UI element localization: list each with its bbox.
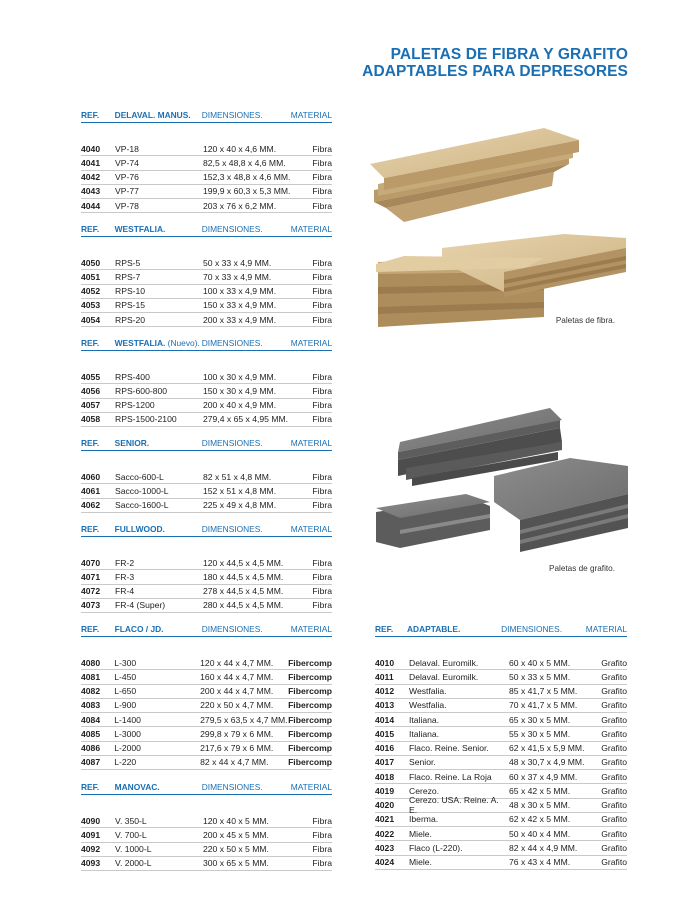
row-model: Delaval. Euromilk. bbox=[409, 657, 479, 668]
row-dimensions: 199,9 x 60,3 x 5,3 MM. bbox=[203, 186, 291, 197]
header-ref: REF. bbox=[81, 438, 100, 448]
row-model: RPS-1500-2100 bbox=[115, 414, 177, 425]
row-model: RPS-1200 bbox=[115, 400, 155, 411]
product-table bbox=[81, 222, 332, 327]
row-model: FR-4 (Super) bbox=[115, 600, 166, 611]
row-model: L-1400 bbox=[114, 714, 141, 725]
title-line-1: PALETAS DE FIBRA Y GRAFITO bbox=[390, 46, 628, 63]
row-model: VP-74 bbox=[115, 157, 139, 168]
row-ref: 4013 bbox=[375, 700, 395, 711]
row-ref: 4040 bbox=[81, 143, 101, 154]
table-row bbox=[81, 171, 332, 185]
product-table bbox=[81, 108, 332, 213]
table-row bbox=[375, 841, 627, 855]
row-model: VP-77 bbox=[115, 186, 139, 197]
header-brand: ADAPTABLE. bbox=[406, 624, 461, 634]
row-dimensions: 76 x 43 x 4 MM. bbox=[509, 857, 571, 868]
row-ref: 4055 bbox=[81, 371, 101, 382]
row-dimensions: 220 x 50 x 4,7 MM. bbox=[200, 700, 274, 711]
row-ref: 4014 bbox=[375, 714, 395, 725]
row-dimensions: 65 x 30 x 5 MM. bbox=[509, 714, 571, 725]
row-ref: 4051 bbox=[81, 271, 101, 282]
row-model: V. 2000-L bbox=[115, 858, 152, 869]
table-row bbox=[375, 656, 627, 670]
row-material: Fibra bbox=[312, 314, 332, 325]
header-brand: SENIOR. bbox=[114, 438, 150, 448]
row-model: Delaval. Euromilk. bbox=[409, 671, 479, 682]
row-model: L-450 bbox=[114, 671, 137, 682]
row-ref: 4057 bbox=[81, 400, 101, 411]
row-dimensions: 82,5 x 48,8 x 4,6 MM. bbox=[203, 157, 286, 168]
row-material: Fibercomp bbox=[288, 671, 332, 682]
header-brand: FLACO / JD. bbox=[114, 624, 164, 634]
row-model: Cerezo. USA. Reine. A. E. bbox=[409, 795, 499, 816]
table-row bbox=[81, 699, 332, 713]
row-material: Fibra bbox=[312, 400, 332, 411]
row-ref: 4023 bbox=[375, 842, 395, 853]
row-model: RPS-400 bbox=[115, 371, 150, 382]
row-model: Cerezo. bbox=[409, 785, 440, 796]
table-row bbox=[81, 199, 332, 213]
table-row bbox=[81, 142, 332, 156]
table-header bbox=[375, 622, 627, 637]
header-ref: REF. bbox=[81, 224, 100, 234]
row-ref: 4042 bbox=[81, 172, 101, 183]
row-ref: 4011 bbox=[375, 671, 394, 682]
header-brand: WESTFALIA. bbox=[114, 224, 166, 234]
row-dimensions: 120 x 44,5 x 4,5 MM. bbox=[203, 557, 284, 568]
table-header bbox=[81, 436, 332, 451]
row-dimensions: 180 x 44,5 x 4,5 MM. bbox=[203, 571, 284, 582]
row-model: Italiana. bbox=[409, 728, 440, 739]
table-row bbox=[375, 685, 627, 699]
row-dimensions: 200 x 33 x 4,9 MM. bbox=[203, 314, 277, 325]
row-model: VP-76 bbox=[115, 172, 139, 183]
row-dimensions: 203 x 76 x 6,2 MM. bbox=[203, 200, 277, 211]
fiber-stack-back bbox=[370, 128, 579, 222]
row-dimensions: 50 x 40 x 4 MM. bbox=[509, 828, 571, 839]
table-row bbox=[81, 570, 332, 584]
table-row bbox=[81, 585, 332, 599]
row-material: Fibra bbox=[312, 172, 332, 183]
row-model: Iberma. bbox=[409, 814, 439, 825]
header-brand: FULLWOOD. bbox=[114, 524, 165, 534]
row-dimensions: 65 x 42 x 5 MM. bbox=[509, 785, 571, 796]
row-dimensions: 120 x 40 x 4,6 MM. bbox=[203, 143, 277, 154]
row-model: RPS-20 bbox=[115, 314, 146, 325]
table-header bbox=[81, 108, 332, 123]
row-material: Grafito bbox=[601, 757, 627, 768]
header-ref: REF. bbox=[81, 782, 100, 792]
row-model: Miele. bbox=[409, 828, 432, 839]
row-ref: 4012 bbox=[375, 686, 395, 697]
header-brand bbox=[115, 338, 202, 348]
product-table bbox=[81, 336, 332, 427]
header-brand-suffix: (Nuevo). bbox=[165, 338, 200, 348]
row-material: Fibra bbox=[312, 414, 332, 425]
row-dimensions: 55 x 30 x 5 MM. bbox=[509, 728, 571, 739]
row-ref: 4092 bbox=[81, 844, 101, 855]
row-dimensions: 279,4 x 65 x 4,95 MM. bbox=[203, 414, 289, 425]
row-material: Grafito bbox=[601, 686, 627, 697]
row-model: L-300 bbox=[114, 657, 137, 668]
row-material: Fibra bbox=[312, 500, 332, 511]
row-material: Fibra bbox=[312, 257, 332, 268]
row-ref: 4087 bbox=[81, 757, 101, 768]
row-ref: 4018 bbox=[375, 771, 395, 782]
row-ref: 4072 bbox=[81, 586, 101, 597]
graphite-stack-left bbox=[376, 494, 490, 548]
row-dimensions: 60 x 37 x 4,9 MM. bbox=[509, 771, 578, 782]
row-dimensions: 62 x 42 x 5 MM. bbox=[509, 814, 571, 825]
table-row bbox=[375, 856, 627, 870]
header-dimensions: DIMENSIONES. bbox=[201, 338, 263, 348]
row-material: Fibra bbox=[312, 143, 332, 154]
header-material: MATERIAL bbox=[585, 624, 627, 634]
row-model: VP-18 bbox=[115, 143, 139, 154]
table-row bbox=[81, 713, 332, 727]
row-material: Grafito bbox=[601, 828, 627, 839]
row-ref: 4022 bbox=[375, 828, 395, 839]
row-model: Westfalia. bbox=[409, 686, 447, 697]
row-ref: 4041 bbox=[81, 157, 101, 168]
row-ref: 4080 bbox=[81, 657, 101, 668]
row-model: Sacco-1000-L bbox=[115, 485, 169, 496]
row-material: Grafito bbox=[601, 857, 627, 868]
table-row bbox=[81, 814, 332, 828]
row-material: Fibra bbox=[312, 485, 332, 496]
table-row bbox=[81, 484, 332, 498]
table-row bbox=[81, 470, 332, 484]
title-line-2: ADAPTABLES PARA DEPRESORES bbox=[362, 63, 628, 80]
table-header bbox=[81, 522, 332, 537]
row-ref: 4052 bbox=[81, 286, 101, 297]
row-dimensions: 225 x 49 x 4,8 MM. bbox=[203, 500, 277, 511]
row-material: Grafito bbox=[601, 714, 627, 725]
row-ref: 4071 bbox=[81, 571, 101, 582]
row-ref: 4017 bbox=[375, 757, 395, 768]
row-material: Fibercomp bbox=[288, 714, 332, 725]
row-dimensions: 299,8 x 79 x 6 MM. bbox=[200, 728, 274, 739]
row-dimensions: 50 x 33 x 4,9 MM. bbox=[203, 257, 272, 268]
header-ref: REF. bbox=[375, 624, 394, 634]
row-ref: 4054 bbox=[81, 314, 101, 325]
row-ref: 4044 bbox=[81, 200, 101, 211]
table-row bbox=[375, 713, 627, 727]
table-row bbox=[81, 685, 332, 699]
row-ref: 4084 bbox=[81, 714, 101, 725]
header-brand: DELAVAL. MANUS. bbox=[114, 110, 191, 120]
page-title bbox=[362, 46, 628, 80]
row-ref: 4016 bbox=[375, 743, 395, 754]
table-row bbox=[81, 556, 332, 570]
row-model: V. 700-L bbox=[115, 829, 147, 840]
header-ref: REF. bbox=[81, 624, 100, 634]
row-material: Fibra bbox=[312, 286, 332, 297]
row-model: Flaco. Reine. La Roja bbox=[409, 771, 492, 782]
row-model: L-220 bbox=[114, 757, 137, 768]
row-ref: 4058 bbox=[81, 414, 101, 425]
row-model: FR-3 bbox=[115, 571, 135, 582]
header-ref: REF. bbox=[81, 110, 100, 120]
table-row bbox=[375, 670, 627, 684]
row-model: L-2000 bbox=[114, 743, 141, 754]
header-dimensions: DIMENSIONES. bbox=[201, 782, 263, 792]
row-dimensions: 279,5 x 63,5 x 4,7 MM. bbox=[200, 714, 288, 725]
header-dimensions: DIMENSIONES. bbox=[201, 110, 263, 120]
row-material: Grafito bbox=[601, 728, 627, 739]
row-material: Fibercomp bbox=[288, 757, 332, 768]
fiber-paddles-photo bbox=[364, 122, 629, 337]
row-material: Grafito bbox=[601, 671, 627, 682]
table-row bbox=[375, 699, 627, 713]
row-material: Grafito bbox=[601, 771, 627, 782]
row-dimensions: 150 x 33 x 4,9 MM. bbox=[203, 300, 277, 311]
row-material: Fibercomp bbox=[288, 700, 332, 711]
row-model: Italiana. bbox=[409, 714, 440, 725]
row-material: Fibercomp bbox=[288, 686, 332, 697]
row-dimensions: 200 x 44 x 4,7 MM. bbox=[200, 686, 274, 697]
row-ref: 4070 bbox=[81, 557, 101, 568]
row-dimensions: 152,3 x 48,8 x 4,6 MM. bbox=[203, 172, 291, 183]
row-dimensions: 82 x 51 x 4,8 MM. bbox=[203, 471, 272, 482]
table-row bbox=[81, 742, 332, 756]
header-dimensions: DIMENSIONES. bbox=[201, 438, 263, 448]
row-ref: 4050 bbox=[81, 257, 101, 268]
row-material: Grafito bbox=[601, 657, 627, 668]
table-row bbox=[375, 795, 627, 816]
product-table bbox=[81, 522, 332, 613]
table-row bbox=[375, 727, 627, 741]
row-dimensions: 280 x 44,5 x 4,5 MM. bbox=[203, 600, 284, 611]
row-dimensions: 60 x 40 x 5 MM. bbox=[509, 657, 571, 668]
table-header bbox=[81, 780, 332, 795]
row-material: Fibra bbox=[312, 858, 332, 869]
row-material: Fibra bbox=[312, 157, 332, 168]
row-ref: 4082 bbox=[81, 686, 101, 697]
row-ref: 4081 bbox=[81, 671, 101, 682]
row-material: Fibra bbox=[312, 385, 332, 396]
row-ref: 4073 bbox=[81, 600, 101, 611]
row-dimensions: 100 x 30 x 4,9 MM. bbox=[203, 371, 277, 382]
header-material: MATERIAL bbox=[290, 624, 332, 634]
table-row bbox=[81, 843, 332, 857]
table-row bbox=[81, 656, 332, 670]
row-dimensions: 220 x 50 x 5 MM. bbox=[203, 844, 269, 855]
row-model: Flaco (L-220). bbox=[409, 842, 463, 853]
row-dimensions: 82 x 44 x 4,9 MM. bbox=[509, 842, 578, 853]
row-dimensions: 152 x 51 x 4,8 MM. bbox=[203, 485, 277, 496]
header-material: MATERIAL bbox=[290, 224, 332, 234]
row-model: FR-2 bbox=[115, 557, 135, 568]
table-row bbox=[81, 670, 332, 684]
graphite-paddles-photo bbox=[370, 402, 632, 552]
table-row bbox=[375, 756, 627, 770]
product-table bbox=[81, 780, 332, 871]
table-row bbox=[81, 384, 332, 398]
header-ref: REF. bbox=[81, 338, 100, 348]
row-material: Grafito bbox=[601, 800, 627, 811]
graphite-caption: Paletas de grafito. bbox=[549, 564, 615, 573]
row-ref: 4093 bbox=[81, 858, 101, 869]
row-ref: 4086 bbox=[81, 743, 101, 754]
table-row bbox=[375, 742, 627, 756]
row-model: RPS-600-800 bbox=[115, 385, 168, 396]
row-material: Fibra bbox=[312, 371, 332, 382]
row-model: RPS-5 bbox=[115, 257, 141, 268]
row-dimensions: 48 x 30 x 5 MM. bbox=[509, 800, 571, 811]
product-table bbox=[81, 436, 332, 513]
table-header bbox=[81, 622, 332, 637]
table-row bbox=[81, 599, 332, 613]
row-dimensions: 85 x 41,7 x 5 MM. bbox=[509, 686, 578, 697]
row-material: Fibra bbox=[312, 571, 332, 582]
table-row bbox=[81, 299, 332, 313]
header-brand-name: WESTFALIA. bbox=[114, 338, 166, 348]
row-material: Fibra bbox=[312, 300, 332, 311]
row-dimensions: 200 x 40 x 4,9 MM. bbox=[203, 400, 277, 411]
row-dimensions: 70 x 33 x 4,9 MM. bbox=[203, 271, 272, 282]
row-ref: 4024 bbox=[375, 857, 395, 868]
table-row bbox=[81, 313, 332, 327]
row-ref: 4083 bbox=[81, 700, 101, 711]
row-material: Fibra bbox=[312, 271, 332, 282]
row-material: Grafito bbox=[601, 785, 627, 796]
row-ref: 4053 bbox=[81, 300, 101, 311]
row-material: Fibercomp bbox=[288, 657, 332, 668]
row-ref: 4019 bbox=[375, 785, 395, 796]
fiber-caption: Paletas de fibra. bbox=[555, 316, 615, 325]
row-material: Fibra bbox=[312, 815, 332, 826]
row-ref: 4090 bbox=[81, 815, 101, 826]
table-row bbox=[81, 185, 332, 199]
header-dimensions: DIMENSIONES. bbox=[201, 224, 263, 234]
header-dimensions: DIMENSIONES. bbox=[501, 624, 563, 634]
header-material: MATERIAL bbox=[290, 110, 332, 120]
row-material: Grafito bbox=[601, 814, 627, 825]
product-table bbox=[81, 622, 332, 770]
row-material: Fibra bbox=[312, 844, 332, 855]
header-brand: MANOVAC. bbox=[114, 782, 160, 792]
table-row bbox=[81, 270, 332, 284]
row-ref: 4056 bbox=[81, 385, 101, 396]
row-material: Fibra bbox=[312, 586, 332, 597]
row-material: Fibra bbox=[312, 186, 332, 197]
row-dimensions: 278 x 44,5 x 4,5 MM. bbox=[203, 586, 284, 597]
table-row bbox=[81, 256, 332, 270]
row-model: Westfalia. bbox=[409, 700, 447, 711]
row-ref: 4060 bbox=[81, 471, 101, 482]
row-material: Fibercomp bbox=[288, 743, 332, 754]
row-dimensions: 200 x 45 x 5 MM. bbox=[203, 829, 269, 840]
row-dimensions: 70 x 41,7 x 5 MM. bbox=[509, 700, 578, 711]
row-model: L-900 bbox=[114, 700, 137, 711]
graphite-stack-right bbox=[494, 458, 628, 552]
row-ref: 4015 bbox=[375, 728, 395, 739]
row-model: Sacco-1600-L bbox=[115, 500, 169, 511]
row-model: RPS-7 bbox=[115, 271, 141, 282]
row-model: Miele. bbox=[409, 857, 432, 868]
row-material: Fibra bbox=[312, 829, 332, 840]
row-model: V. 1000-L bbox=[115, 844, 152, 855]
table-row bbox=[81, 828, 332, 842]
row-dimensions: 50 x 33 x 5 MM. bbox=[509, 671, 571, 682]
row-ref: 4062 bbox=[81, 500, 101, 511]
header-material: MATERIAL bbox=[290, 438, 332, 448]
row-model: FR-4 bbox=[115, 586, 135, 597]
header-material: MATERIAL bbox=[290, 338, 332, 348]
row-model: Senior. bbox=[409, 757, 436, 768]
row-ref: 4021 bbox=[375, 814, 395, 825]
row-material: Grafito bbox=[601, 700, 627, 711]
row-model: L-3000 bbox=[114, 728, 141, 739]
row-material: Grafito bbox=[601, 842, 627, 853]
table-row bbox=[375, 770, 627, 784]
row-ref: 4010 bbox=[375, 657, 395, 668]
row-ref: 4061 bbox=[81, 485, 101, 496]
table-row bbox=[375, 813, 627, 827]
table-header bbox=[81, 336, 332, 351]
row-dimensions: 300 x 65 x 5 MM. bbox=[203, 858, 269, 869]
row-model: Flaco. Reine. Senior. bbox=[409, 743, 489, 754]
row-model: V. 350-L bbox=[115, 815, 147, 826]
table-row bbox=[81, 370, 332, 384]
row-ref: 4020 bbox=[375, 800, 395, 811]
row-material: Fibra bbox=[312, 200, 332, 211]
row-dimensions: 120 x 44 x 4,7 MM. bbox=[200, 657, 274, 668]
header-dimensions: DIMENSIONES. bbox=[201, 524, 263, 534]
row-dimensions: 120 x 40 x 5 MM. bbox=[203, 815, 269, 826]
header-material: MATERIAL bbox=[290, 782, 332, 792]
row-material: Fibra bbox=[312, 557, 332, 568]
row-dimensions: 48 x 30,7 x 4,9 MM. bbox=[509, 757, 585, 768]
row-material: Fibercomp bbox=[288, 728, 332, 739]
table-header bbox=[81, 222, 332, 237]
row-material: Fibra bbox=[312, 471, 332, 482]
row-material: Grafito bbox=[601, 743, 627, 754]
table-row bbox=[81, 756, 332, 770]
table-row bbox=[81, 857, 332, 871]
row-dimensions: 217,6 x 79 x 6 MM. bbox=[200, 743, 274, 754]
row-model: RPS-15 bbox=[115, 300, 146, 311]
adaptable-table bbox=[375, 622, 627, 870]
row-model: Sacco-600-L bbox=[115, 471, 164, 482]
row-model: VP-78 bbox=[115, 200, 139, 211]
row-ref: 4091 bbox=[81, 829, 101, 840]
row-dimensions: 62 x 41,5 x 5,9 MM. bbox=[509, 743, 585, 754]
row-dimensions: 82 x 44 x 4,7 MM. bbox=[200, 757, 269, 768]
table-row bbox=[81, 285, 332, 299]
table-row bbox=[81, 413, 332, 427]
row-model: RPS-10 bbox=[115, 286, 146, 297]
row-dimensions: 100 x 33 x 4,9 MM. bbox=[203, 286, 277, 297]
table-row bbox=[81, 156, 332, 170]
row-model: L-650 bbox=[114, 686, 137, 697]
row-ref: 4085 bbox=[81, 728, 101, 739]
table-row bbox=[375, 827, 627, 841]
row-material: Fibra bbox=[312, 600, 332, 611]
row-dimensions: 150 x 30 x 4,9 MM. bbox=[203, 385, 277, 396]
header-material: MATERIAL bbox=[290, 524, 332, 534]
row-dimensions: 160 x 44 x 4,7 MM. bbox=[200, 671, 274, 682]
header-dimensions: DIMENSIONES. bbox=[201, 624, 263, 634]
row-ref: 4043 bbox=[81, 186, 101, 197]
header-ref: REF. bbox=[81, 524, 100, 534]
table-row bbox=[81, 399, 332, 413]
table-row bbox=[81, 727, 332, 741]
table-row bbox=[81, 499, 332, 513]
